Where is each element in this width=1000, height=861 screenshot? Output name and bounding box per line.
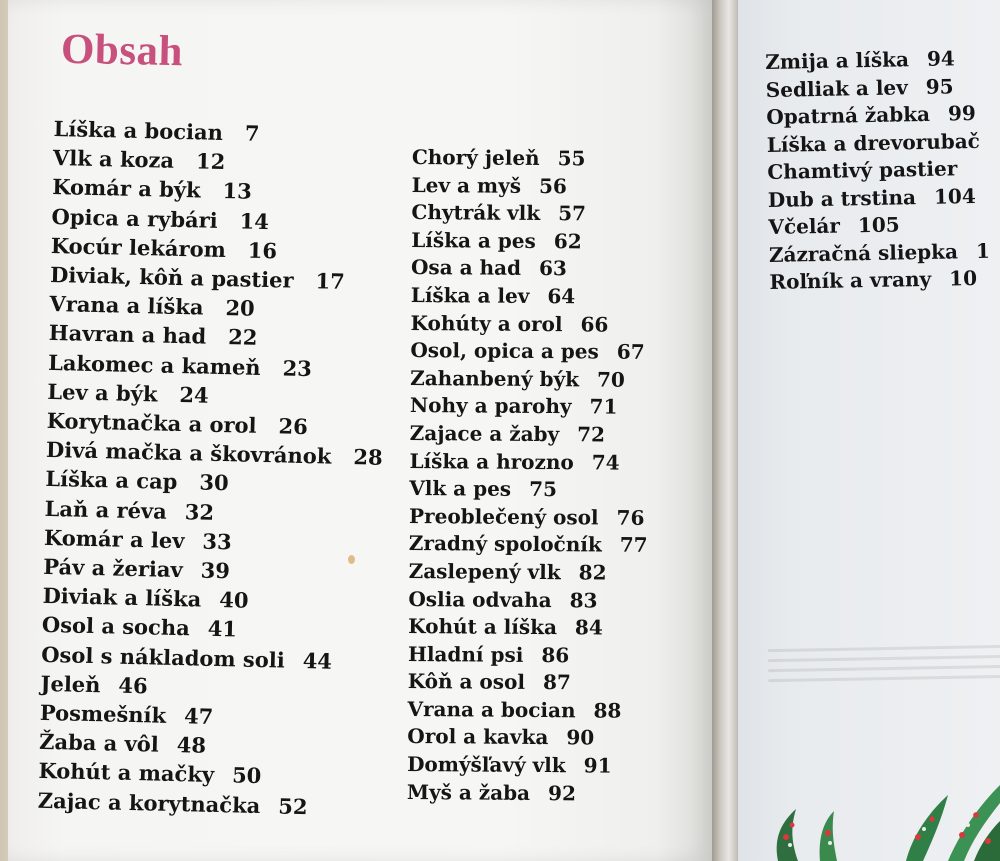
leaf-stem bbox=[906, 795, 948, 861]
entry-page: 92 bbox=[547, 780, 577, 805]
leaf-stem bbox=[820, 811, 837, 861]
toc-entry bbox=[408, 668, 647, 697]
toc-entry bbox=[410, 337, 649, 366]
toc-entry bbox=[766, 72, 998, 104]
entry-page: 40 bbox=[219, 587, 249, 613]
entry-page: 13 bbox=[222, 178, 253, 205]
toc-entry bbox=[407, 696, 646, 725]
entry-title: Oslia odvaha bbox=[408, 586, 552, 612]
toc-entry bbox=[410, 420, 649, 449]
entry-page: 86 bbox=[541, 642, 570, 667]
toc-entry bbox=[769, 237, 1000, 269]
entry-title: Jeleň bbox=[40, 670, 101, 698]
entry-title: Laň a réva bbox=[44, 495, 168, 524]
paper-stain bbox=[348, 555, 355, 564]
entry-title: Zmija a líška bbox=[765, 47, 910, 74]
entry-title: Domýšľavý vlk bbox=[407, 752, 566, 778]
entry-title: Komár a býk bbox=[51, 174, 201, 203]
entry-title: Líška a pes bbox=[411, 227, 536, 253]
entry-title: Vrana a líška bbox=[49, 291, 204, 320]
entry-title: Chytrák vlk bbox=[411, 200, 541, 226]
entry-page: 7 bbox=[244, 120, 260, 146]
entry-title: Osol s nákladom soli bbox=[40, 641, 286, 673]
entry-page: 1 bbox=[975, 238, 991, 263]
faded-line bbox=[768, 645, 1000, 652]
entry-page: 52 bbox=[277, 793, 308, 819]
entry-title: Zajace a žaby bbox=[409, 420, 560, 447]
toc-entry bbox=[409, 448, 648, 477]
entry-title: Divá mačka a škovránok bbox=[45, 437, 332, 469]
entry-page: 90 bbox=[566, 725, 595, 750]
toc-entry bbox=[408, 641, 647, 670]
toc-entry bbox=[410, 365, 649, 394]
entry-page: 87 bbox=[542, 670, 571, 695]
entry-page: 10 bbox=[948, 265, 978, 291]
entry-page: 26 bbox=[278, 413, 309, 440]
entry-title: Vlk a pes bbox=[409, 476, 512, 501]
toc-entry bbox=[768, 210, 1000, 242]
entry-page: 47 bbox=[183, 703, 214, 729]
entry-title: Roľník a vrany bbox=[769, 266, 932, 294]
toc-entry bbox=[410, 392, 649, 421]
entry-title: Chamtivý pastier bbox=[767, 156, 958, 184]
toc-entry bbox=[766, 100, 998, 132]
toc-entry bbox=[765, 45, 997, 77]
toc-entry bbox=[407, 751, 646, 780]
toc-entry bbox=[767, 155, 999, 187]
entry-page: 62 bbox=[553, 228, 582, 254]
faded-line bbox=[768, 655, 1000, 662]
toc-column-left bbox=[37, 114, 390, 823]
entry-page: 39 bbox=[200, 557, 231, 584]
toc-entry bbox=[412, 144, 651, 173]
entry-page: 33 bbox=[202, 528, 232, 555]
leaf-illustration bbox=[738, 741, 1000, 861]
entry-title: Orol a kavka bbox=[407, 724, 549, 750]
entry-page: 32 bbox=[184, 498, 215, 525]
entry-title: Kocúr lekárom bbox=[50, 232, 227, 262]
entry-title: Havran a had bbox=[48, 320, 207, 350]
entry-page: 94 bbox=[926, 46, 956, 71]
entry-title: Kôň a osol bbox=[407, 669, 526, 695]
entry-title: Lev a býk bbox=[47, 378, 158, 407]
toc-entry bbox=[411, 227, 650, 256]
entry-page: 23 bbox=[282, 355, 313, 381]
entry-title: Líška a bocian bbox=[53, 115, 224, 145]
entry-title: Dub a trstina bbox=[767, 184, 917, 212]
entry-title: Sedliak a lev bbox=[765, 74, 908, 102]
entry-page: 16 bbox=[247, 237, 278, 264]
toc-column-middle bbox=[407, 144, 651, 808]
entry-page: 66 bbox=[580, 311, 609, 337]
entry-page: 83 bbox=[569, 587, 598, 612]
entry-page: 99 bbox=[947, 100, 977, 126]
toc-entry bbox=[409, 530, 648, 559]
entry-page: 30 bbox=[199, 469, 229, 496]
toc-entry bbox=[412, 172, 651, 201]
entry-title: Líška a hrozno bbox=[409, 448, 574, 474]
toc-entry bbox=[409, 558, 648, 587]
entry-page: 63 bbox=[538, 256, 567, 281]
entry-title: Diviak a líška bbox=[42, 583, 202, 612]
entry-title: Posmešník bbox=[39, 699, 167, 728]
entry-title: Opica a rybári bbox=[51, 203, 219, 233]
entry-title: Osol, opica a pes bbox=[410, 338, 599, 364]
entry-page: 71 bbox=[589, 394, 618, 419]
entry-page: 14 bbox=[239, 208, 270, 234]
entry-title: Vlk a koza bbox=[52, 145, 175, 174]
entry-title: Osa a had bbox=[410, 255, 522, 281]
leaf-highlights bbox=[788, 823, 970, 847]
entry-page: 22 bbox=[227, 324, 258, 351]
toc-column-right bbox=[765, 45, 1000, 297]
toc-entry bbox=[411, 199, 650, 228]
entry-title: Zajac a korytnačka bbox=[37, 787, 261, 818]
entry-title: Zradný spoločník bbox=[408, 531, 602, 557]
entry-title: Kohúty a orol bbox=[410, 310, 563, 336]
entry-title: Líška a cap bbox=[45, 466, 178, 495]
entry-title: Preoblečený osol bbox=[408, 503, 599, 530]
entry-title: Hladní psi bbox=[407, 641, 524, 667]
entry-title: Lev a myš bbox=[411, 172, 522, 198]
right-page bbox=[738, 0, 1000, 861]
toc-entry bbox=[409, 503, 648, 532]
entry-title: Diviak, kôň a pastier bbox=[49, 261, 294, 293]
entry-page: 55 bbox=[557, 146, 586, 171]
entry-page: 41 bbox=[207, 616, 238, 642]
toc-entry bbox=[410, 310, 649, 339]
entry-title: Nohy a parohy bbox=[409, 393, 572, 419]
entry-title: Opatrná žabka bbox=[766, 101, 931, 129]
entry-title: Včelár bbox=[768, 213, 841, 239]
entry-page: 76 bbox=[616, 505, 645, 530]
entry-page: 50 bbox=[231, 762, 262, 789]
entry-page: 12 bbox=[195, 148, 226, 175]
toc-entry bbox=[767, 127, 999, 159]
entry-title: Kohút a líška bbox=[408, 614, 558, 640]
entry-title: Myš a žaba bbox=[406, 779, 531, 805]
entry-title: Vrana a bocian bbox=[407, 696, 576, 723]
entry-page: 17 bbox=[315, 268, 346, 294]
toc-entry bbox=[408, 613, 647, 642]
entry-title: Zaslepený vlk bbox=[408, 558, 561, 585]
toc-entry bbox=[407, 779, 646, 808]
toc-entry bbox=[407, 723, 646, 752]
entry-page: 105 bbox=[857, 212, 900, 238]
entry-page: 24 bbox=[179, 381, 209, 408]
left-page bbox=[8, 0, 713, 861]
entry-title: Zahanbený býk bbox=[410, 365, 580, 392]
entry-page: 72 bbox=[577, 422, 606, 447]
entry-title: Žaba a vôl bbox=[38, 729, 160, 757]
entry-title: Komár a lev bbox=[43, 524, 185, 554]
entry-page: 82 bbox=[578, 560, 607, 585]
toc-entry bbox=[411, 282, 650, 311]
entry-page: 75 bbox=[529, 477, 558, 502]
entry-page: 91 bbox=[583, 753, 612, 778]
entry-title: Líška a lev bbox=[410, 282, 530, 308]
toc-entry bbox=[768, 182, 1000, 214]
entry-page: 70 bbox=[596, 367, 626, 392]
entry-page: 57 bbox=[558, 201, 587, 226]
entry-page: 44 bbox=[302, 647, 333, 674]
entry-title: Chorý jeleň bbox=[411, 144, 540, 171]
entry-page: 48 bbox=[176, 732, 207, 759]
entry-title: Korytnačka a orol bbox=[46, 407, 257, 438]
toc-entry bbox=[769, 265, 1000, 297]
entry-title: Lakomec a kameň bbox=[47, 349, 261, 380]
faded-show-through-text bbox=[768, 638, 1000, 689]
entry-page: 46 bbox=[118, 672, 148, 699]
entry-page: 88 bbox=[593, 698, 622, 723]
entry-page: 95 bbox=[925, 73, 954, 99]
entry-title: Osol a socha bbox=[41, 612, 191, 641]
faded-line bbox=[768, 675, 1000, 682]
entry-title: Kohút a mačky bbox=[38, 758, 215, 788]
faded-line bbox=[768, 665, 1000, 672]
entry-title: Líška a drevorubač bbox=[766, 128, 981, 157]
entry-page: 28 bbox=[353, 444, 383, 471]
entry-page: 64 bbox=[547, 284, 576, 309]
entry-page: 56 bbox=[538, 173, 567, 198]
toc-entry bbox=[408, 585, 647, 614]
page-title: Obsah bbox=[60, 25, 184, 76]
entry-page: 77 bbox=[619, 532, 648, 558]
toc-entry bbox=[411, 254, 650, 283]
entry-page: 20 bbox=[225, 295, 256, 321]
entry-page: 67 bbox=[616, 339, 645, 364]
entry-title: Páv a žeriav bbox=[43, 553, 184, 583]
entry-page: 104 bbox=[933, 183, 976, 209]
entry-title: Zázračná sliepka bbox=[768, 238, 959, 267]
toc-entry bbox=[409, 475, 648, 504]
entry-page: 74 bbox=[591, 449, 620, 475]
entry-page: 84 bbox=[574, 615, 603, 640]
